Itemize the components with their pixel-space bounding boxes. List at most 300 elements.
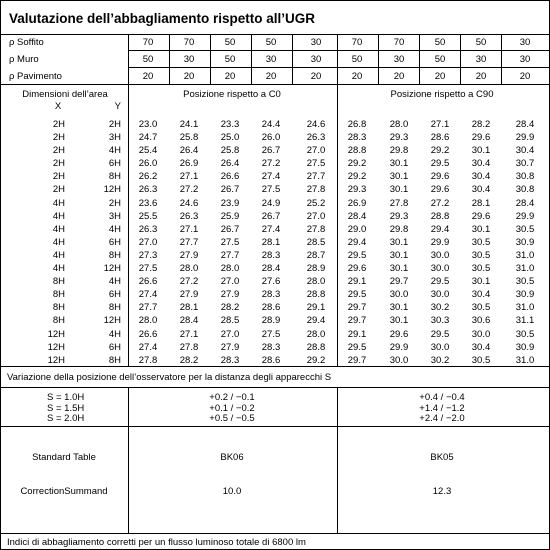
ugr-value-c0: 24.1: [179, 119, 199, 130]
ugr-value-c90: 30.7: [515, 158, 535, 169]
dimension-y: 12H: [103, 315, 121, 326]
ugr-value-c0: 27.7: [179, 237, 199, 248]
ugr-value-c90: 29.5: [430, 158, 450, 169]
ugr-value-c90: 27.2: [430, 198, 450, 209]
dimension-x: 12H: [47, 342, 65, 353]
dimension-y: 2H: [108, 198, 121, 209]
ugr-value-c0: 26.0: [138, 158, 158, 169]
reflectance-value: 70: [183, 37, 195, 48]
ugr-value-c90: 29.3: [389, 132, 409, 143]
label-column-separator: [128, 387, 129, 533]
ugr-value-c90: 30.5: [515, 276, 535, 287]
ugr-value-c0: 27.3: [138, 250, 158, 261]
ugr-value-c90: 30.2: [430, 355, 450, 366]
dimension-x: 4H: [52, 198, 65, 209]
ugr-value-c0: 27.9: [220, 289, 240, 300]
reflectance-grid-column: [419, 34, 420, 84]
dimension-y: 8H: [108, 171, 121, 182]
reflectance-grid-column: [251, 34, 252, 84]
ugr-value-c90: 30.5: [515, 329, 535, 340]
ugr-value-c0: 26.6: [138, 276, 158, 287]
ugr-value-c0: 29.1: [306, 302, 326, 313]
footnote: Indici di abbagliamento corretti per un flusso luminoso totale di 6800 lm: [7, 537, 306, 548]
dimension-y: 6H: [108, 158, 121, 169]
dimension-y: 4H: [108, 329, 121, 340]
ugr-value-c90: 29.9: [389, 342, 409, 353]
ugr-value-c90: 30.9: [515, 289, 535, 300]
ugr-value-c0: 27.4: [138, 289, 158, 300]
ugr-value-c90: 29.6: [389, 329, 409, 340]
spacing-label: S = 1.5H: [47, 402, 85, 414]
dimension-y: 4H: [108, 224, 121, 235]
ugr-value-c90: 30.6: [471, 315, 491, 326]
ugr-value-c0: 27.8: [306, 184, 326, 195]
y-header: Y: [114, 101, 121, 112]
ugr-value-c0: 28.2: [220, 302, 240, 313]
reflectance-grid-column: [378, 34, 379, 84]
ugr-value-c0: 27.0: [220, 276, 240, 287]
ugr-value-c90: 30.0: [430, 342, 450, 353]
reflectance-value: 20: [183, 71, 195, 82]
ugr-value-c0: 27.5: [138, 263, 158, 274]
dimensions-header: Dimensioni dell’area: [22, 89, 108, 100]
ugr-value-c0: 28.8: [306, 289, 326, 300]
ugr-value-c0: 27.5: [261, 329, 281, 340]
ugr-value-c0: 26.4: [220, 158, 240, 169]
ugr-value-c90: 31.0: [515, 263, 535, 274]
ugr-value-c0: 26.3: [179, 211, 199, 222]
reflectance-grid-column: [460, 34, 461, 84]
ugr-value-c0: 28.0: [220, 263, 240, 274]
ugr-value-c90: 30.8: [515, 171, 535, 182]
spacing-label: S = 2.0H: [47, 413, 85, 424]
ugr-value-c0: 27.8: [179, 342, 199, 353]
ugr-value-c90: 30.5: [471, 263, 491, 274]
ugr-value-c90: 31.0: [515, 302, 535, 313]
ugr-value-c90: 29.2: [347, 171, 367, 182]
variation-c90: +0.4 / −0.4: [419, 392, 465, 403]
dimension-x: 2H: [52, 145, 65, 156]
ugr-value-c90: 30.1: [471, 276, 491, 287]
dimension-x: 8H: [52, 276, 65, 287]
ugr-value-c0: 27.4: [261, 224, 281, 235]
ugr-value-c0: 27.1: [179, 224, 199, 235]
variation-label: Variazione della posizione dell’osservatore per la distanza degli apparecchi S: [7, 372, 332, 383]
ugr-value-c90: 30.0: [430, 263, 450, 274]
ugr-value-c0: 25.4: [138, 145, 158, 156]
label-column-separator: [128, 84, 129, 366]
ugr-value-c0: 28.8: [306, 342, 326, 353]
ugr-value-c0: 27.4: [261, 171, 281, 182]
ugr-value-c0: 28.0: [306, 329, 326, 340]
c0-c90-separator: [337, 34, 338, 84]
reflectance-value: 50: [434, 37, 446, 48]
ugr-value-c90: 30.1: [471, 224, 491, 235]
ugr-value-c90: 28.6: [430, 132, 450, 143]
ugr-value-c0: 23.3: [220, 119, 240, 130]
reflectance-value: 20: [142, 71, 154, 82]
ugr-value-c90: 29.3: [389, 211, 409, 222]
reflectance-value: 20: [434, 71, 446, 82]
ugr-value-c0: 27.5: [220, 237, 240, 248]
ugr-value-c90: 30.5: [515, 224, 535, 235]
ugr-value-c90: 30.1: [471, 145, 491, 156]
ugr-value-c90: 29.9: [515, 211, 535, 222]
ugr-value-c90: 28.8: [347, 145, 367, 156]
ugr-value-c0: 27.1: [179, 329, 199, 340]
ugr-value-c90: 30.0: [430, 250, 450, 261]
ugr-value-c90: 29.6: [430, 171, 450, 182]
ugr-value-c90: 30.0: [430, 289, 450, 300]
ugr-value-c90: 29.7: [347, 315, 367, 326]
ugr-value-c0: 27.8: [306, 224, 326, 235]
reflectance-value: 20: [475, 71, 487, 82]
ugr-value-c90: 29.6: [471, 211, 491, 222]
ugr-value-c90: 30.9: [515, 237, 535, 248]
ugr-value-c90: 30.1: [389, 184, 409, 195]
ugr-value-c0: 27.0: [306, 145, 326, 156]
ugr-value-c90: 29.8: [389, 145, 409, 156]
dimension-x: 12H: [47, 329, 65, 340]
dimension-x: 2H: [52, 184, 65, 195]
variation-c90: +1.4 / −1.2: [419, 402, 465, 414]
ugr-value-c90: 30.9: [515, 342, 535, 353]
ugr-value-c0: 28.5: [306, 237, 326, 248]
ugr-value-c90: 29.3: [347, 184, 367, 195]
ugr-value-c90: 30.1: [389, 250, 409, 261]
ugr-value-c0: 27.2: [261, 158, 281, 169]
ugr-value-c0: 24.4: [261, 119, 281, 130]
dimension-y: 6H: [108, 342, 121, 353]
ugr-value-c0: 26.7: [220, 224, 240, 235]
ugr-value-c90: 30.5: [471, 355, 491, 366]
dimension-y: 3H: [108, 132, 121, 143]
ugr-value-c90: 30.1: [389, 302, 409, 313]
ugr-value-c90: 29.7: [389, 276, 409, 287]
ugr-value-c90: 30.5: [471, 250, 491, 261]
ugr-value-c0: 28.6: [261, 302, 281, 313]
ugr-value-c0: 27.9: [179, 250, 199, 261]
reflectance-grid-column: [210, 34, 211, 84]
dimension-x: 2H: [52, 171, 65, 182]
ugr-value-c90: 30.1: [389, 263, 409, 274]
ugr-value-c90: 29.2: [430, 145, 450, 156]
x-header: X: [54, 101, 62, 112]
dimension-y: 12H: [103, 184, 121, 195]
ugr-value-c0: 24.7: [138, 132, 158, 143]
c0-header: Posizione rispetto a C0: [183, 89, 281, 100]
ugr-value-c0: 28.3: [220, 355, 240, 366]
ugr-value-c0: 26.6: [138, 329, 158, 340]
ugr-value-c0: 27.8: [138, 355, 158, 366]
ugr-value-c0: 28.7: [306, 250, 326, 261]
reflectance-value: 30: [310, 54, 322, 65]
ugr-value-c0: 27.5: [306, 158, 326, 169]
ugr-value-c0: 26.3: [138, 184, 158, 195]
reflectance-grid-line: [128, 84, 549, 85]
ugr-value-c90: 26.8: [347, 119, 367, 130]
ugr-value-c0: 27.7: [220, 250, 240, 261]
ugr-value-c90: 29.8: [389, 224, 409, 235]
spacing-label: S = 1.0H: [47, 392, 85, 403]
ugr-value-c90: 29.7: [347, 355, 367, 366]
ugr-value-c90: 29.0: [347, 224, 367, 235]
ugr-value-c90: 30.1: [389, 158, 409, 169]
ugr-value-c0: 25.8: [220, 145, 240, 156]
ugr-value-c90: 30.4: [471, 184, 491, 195]
dimension-x: 4H: [52, 237, 65, 248]
reflectance-value: 50: [475, 37, 487, 48]
reflectance-label: ρ Pavimento: [9, 71, 62, 82]
dimension-x: 8H: [52, 302, 65, 313]
ugr-value-c0: 27.7: [138, 302, 158, 313]
reflectance-value: 20: [393, 71, 405, 82]
reflectance-value: 50: [434, 54, 446, 65]
ugr-value-c0: 29.4: [306, 315, 326, 326]
ugr-value-c90: 28.2: [471, 119, 491, 130]
reflectance-grid-line: [128, 50, 549, 51]
ugr-value-c90: 29.6: [430, 184, 450, 195]
ugr-value-c90: 28.4: [347, 211, 367, 222]
dimension-y: 8H: [108, 355, 121, 366]
ugr-value-c90: 26.9: [347, 198, 367, 209]
ugr-value-c90: 30.0: [389, 289, 409, 300]
ugr-value-c90: 29.4: [347, 237, 367, 248]
ugr-value-c0: 29.2: [306, 355, 326, 366]
ugr-value-c0: 26.4: [179, 145, 199, 156]
ugr-value-c90: 30.1: [389, 171, 409, 182]
reflectance-value: 50: [142, 54, 154, 65]
ugr-value-c0: 28.6: [261, 355, 281, 366]
ugr-value-c90: 30.4: [471, 158, 491, 169]
variation-divider: [1, 426, 549, 427]
ugr-value-c90: 30.4: [515, 145, 535, 156]
ugr-value-c90: 30.1: [389, 315, 409, 326]
variation-c0: +0.1 / −0.2: [209, 402, 255, 414]
standard-table-c0: BK06: [220, 452, 244, 463]
dimension-x: 2H: [52, 158, 65, 169]
ugr-value-c0: 25.8: [179, 132, 199, 143]
ugr-value-c90: 29.4: [430, 224, 450, 235]
ugr-value-c90: 29.5: [347, 342, 367, 353]
reflectance-value: 30: [519, 37, 531, 48]
page-title: Valutazione dell’abbagliamento rispetto all’UGR: [9, 11, 316, 26]
reflectance-value: 20: [351, 71, 363, 82]
dimension-y: 2H: [108, 119, 121, 130]
c0-c90-separator: [337, 84, 338, 366]
ugr-value-c0: 28.1: [179, 302, 199, 313]
reflectance-value: 30: [519, 54, 531, 65]
ugr-value-c0: 25.2: [306, 198, 326, 209]
reflectance-value: 50: [351, 54, 363, 65]
ugr-value-c0: 26.7: [220, 184, 240, 195]
ugr-value-c90: 31.0: [515, 250, 535, 261]
dimension-y: 4H: [108, 145, 121, 156]
ugr-value-c0: 24.6: [306, 119, 326, 130]
reflectance-value: 30: [265, 54, 277, 65]
ugr-value-c90: 29.5: [347, 289, 367, 300]
standard-table-label: Standard Table: [32, 452, 96, 463]
correction-summand-c0: 10.0: [222, 486, 242, 497]
ugr-value-c0: 27.5: [261, 184, 281, 195]
reflectance-value: 50: [224, 37, 236, 48]
ugr-value-c0: 27.0: [220, 329, 240, 340]
ugr-value-c90: 29.1: [347, 276, 367, 287]
ugr-value-c0: 27.9: [220, 342, 240, 353]
ugr-value-c0: 28.9: [306, 263, 326, 274]
dimension-x: 4H: [52, 224, 65, 235]
dimension-y: 8H: [108, 250, 121, 261]
ugr-value-c90: 28.4: [515, 198, 535, 209]
ugr-value-c90: 30.5: [471, 237, 491, 248]
dimension-x: 4H: [52, 263, 65, 274]
dimension-x: 2H: [52, 132, 65, 143]
dimension-y: 4H: [108, 276, 121, 287]
ugr-value-c90: 28.0: [389, 119, 409, 130]
correction-summand-c90: 12.3: [432, 486, 452, 497]
reflectance-grid-line: [128, 67, 549, 68]
ugr-value-c0: 27.2: [179, 276, 199, 287]
ugr-value-c90: 27.8: [389, 198, 409, 209]
ugr-value-c90: 29.2: [347, 158, 367, 169]
ugr-value-c90: 31.0: [515, 355, 535, 366]
reflectance-value: 20: [224, 71, 236, 82]
ugr-value-c0: 28.1: [261, 237, 281, 248]
ugr-value-c0: 25.0: [220, 132, 240, 143]
ugr-value-c0: 26.9: [179, 158, 199, 169]
reflectance-label: ρ Muro: [9, 54, 39, 65]
ugr-value-c90: 27.1: [430, 119, 450, 130]
reflectance-value: 70: [142, 37, 154, 48]
ugr-value-c90: 30.5: [471, 302, 491, 313]
ugr-value-c0: 27.9: [179, 289, 199, 300]
reflectance-value: 30: [475, 54, 487, 65]
dimension-x: 12H: [47, 355, 65, 366]
ugr-value-c0: 26.2: [138, 171, 158, 182]
dimension-y: 8H: [108, 302, 121, 313]
reflectance-value: 50: [265, 37, 277, 48]
ugr-value-c0: 27.6: [261, 276, 281, 287]
ugr-value-c0: 27.2: [179, 184, 199, 195]
ugr-value-c90: 29.1: [347, 329, 367, 340]
reflectance-grid-column: [292, 34, 293, 84]
ugr-value-c0: 26.7: [261, 211, 281, 222]
ugr-value-c0: 28.0: [179, 263, 199, 274]
variation-c90: +2.4 / −2.0: [419, 413, 465, 424]
ugr-value-c0: 28.9: [261, 315, 281, 326]
ugr-value-c0: 24.9: [261, 198, 281, 209]
ugr-value-c90: 30.4: [471, 171, 491, 182]
dimension-y: 3H: [108, 211, 121, 222]
ugr-value-c0: 23.6: [138, 198, 158, 209]
ugr-value-c90: 30.8: [515, 184, 535, 195]
ugr-value-c90: 30.4: [471, 342, 491, 353]
ugr-value-c90: 30.0: [389, 355, 409, 366]
reflectance-value: 70: [393, 37, 405, 48]
ugr-value-c90: 29.5: [347, 250, 367, 261]
ugr-value-c0: 27.4: [138, 342, 158, 353]
ugr-value-c90: 30.2: [430, 302, 450, 313]
ugr-value-c90: 29.6: [347, 263, 367, 274]
c90-header: Posizione rispetto a C90: [390, 89, 494, 100]
dimension-x: 8H: [52, 315, 65, 326]
reflectance-value: 30: [310, 37, 322, 48]
ugr-value-c0: 28.3: [261, 250, 281, 261]
ugr-value-c90: 29.9: [430, 237, 450, 248]
ugr-value-c0: 23.9: [220, 198, 240, 209]
ugr-value-c90: 28.3: [347, 132, 367, 143]
reflectance-grid-column: [169, 34, 170, 84]
dimension-x: 4H: [52, 211, 65, 222]
ugr-value-c90: 29.7: [347, 302, 367, 313]
ugr-value-c90: 28.1: [471, 198, 491, 209]
ugr-value-c0: 28.2: [179, 355, 199, 366]
ugr-value-c0: 26.3: [306, 132, 326, 143]
ugr-value-c90: 30.0: [471, 329, 491, 340]
reflectance-value: 30: [183, 54, 195, 65]
reflectance-value: 20: [310, 71, 322, 82]
ugr-value-c90: 30.3: [430, 315, 450, 326]
variation-c0: +0.2 / −0.1: [209, 392, 255, 403]
reflectance-grid-column: [501, 34, 502, 84]
dimension-x: 4H: [52, 250, 65, 261]
ugr-value-c90: 29.5: [430, 329, 450, 340]
ugr-value-c0: 27.1: [179, 171, 199, 182]
reflectance-grid-line: [128, 34, 549, 35]
ugr-value-c0: 28.3: [261, 289, 281, 300]
dimension-x: 2H: [52, 119, 65, 130]
standard-table-c90: BK05: [430, 452, 454, 463]
footnote-divider: [1, 533, 549, 534]
dimension-y: 6H: [108, 237, 121, 248]
reflectance-value: 50: [224, 54, 236, 65]
reflectance-label: ρ Soffito: [9, 37, 44, 48]
variation-label-divider: [1, 387, 549, 388]
c0-c90-separator: [337, 387, 338, 533]
ugr-value-c0: 26.0: [261, 132, 281, 143]
ugr-value-c90: 29.6: [471, 132, 491, 143]
ugr-value-c0: 27.7: [306, 171, 326, 182]
reflectance-grid-column: [128, 34, 129, 84]
ugr-value-c0: 26.7: [261, 145, 281, 156]
dimension-y: 6H: [108, 289, 121, 300]
ugr-value-c0: 28.4: [179, 315, 199, 326]
reflectance-value: 30: [393, 54, 405, 65]
reflectance-value: 20: [519, 71, 531, 82]
ugr-value-c0: 28.5: [220, 315, 240, 326]
ugr-value-c90: 30.1: [389, 237, 409, 248]
dimension-y: 12H: [103, 263, 121, 274]
reflectance-value: 70: [351, 37, 363, 48]
ugr-value-c0: 26.3: [138, 224, 158, 235]
ugr-value-c0: 25.5: [138, 211, 158, 222]
ugr-value-c90: 30.4: [471, 289, 491, 300]
ugr-value-c0: 26.6: [220, 171, 240, 182]
ugr-value-c0: 27.0: [138, 237, 158, 248]
ugr-value-c0: 28.4: [261, 263, 281, 274]
reflectance-value: 20: [265, 71, 277, 82]
ugr-value-c0: 24.6: [179, 198, 199, 209]
dimension-x: 8H: [52, 289, 65, 300]
ugr-value-c0: 28.0: [306, 276, 326, 287]
correction-summand-label: CorrectionSummand: [20, 486, 108, 497]
ugr-value-c0: 27.0: [306, 211, 326, 222]
ugr-value-c90: 28.8: [430, 211, 450, 222]
ugr-value-c0: 25.9: [220, 211, 240, 222]
ugr-value-c0: 23.0: [138, 119, 158, 130]
ugr-value-c90: 29.5: [430, 276, 450, 287]
variation-c0: +0.5 / −0.5: [209, 413, 255, 424]
